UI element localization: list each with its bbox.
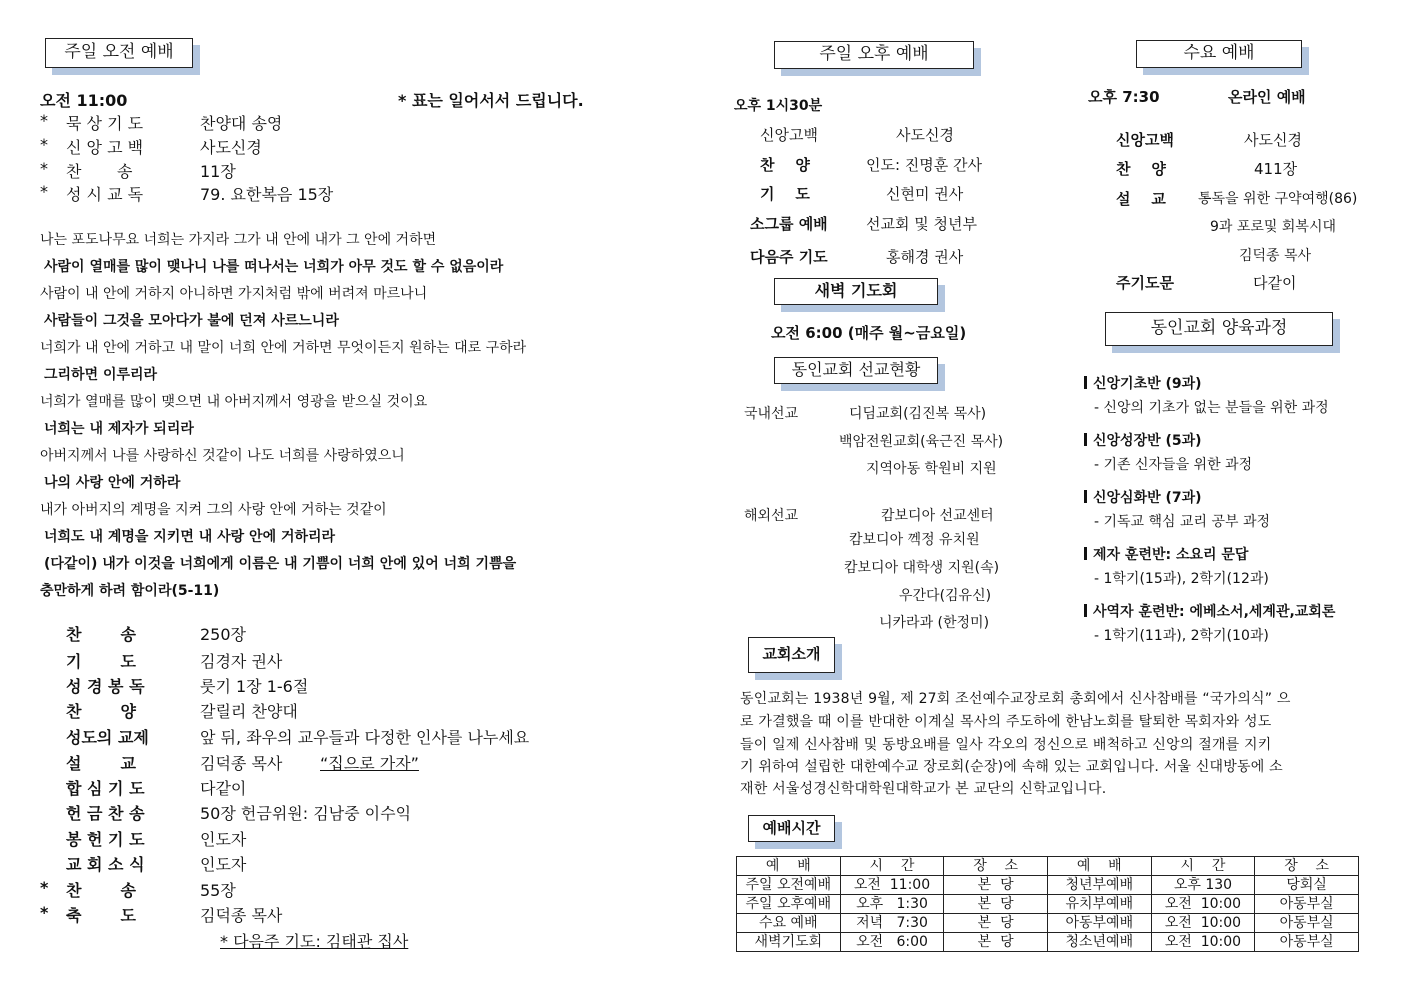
mission-item: 지역아동 학원비 지원 xyxy=(866,461,997,477)
wednesday-sermon-line2: 9과 포로및 회복시대 xyxy=(1210,219,1336,235)
morning-service-title: 주일 오전 예배 xyxy=(64,42,174,62)
reading-line: 아버지께서 나를 사랑하신 것같이 나도 너희를 사랑하였으니 xyxy=(40,448,405,464)
order-value: 다같이 xyxy=(200,779,247,798)
table-cell: 본 당 xyxy=(944,876,1048,895)
course-desc: - 기존 신자들을 위한 과정 xyxy=(1094,457,1253,473)
intro-line: 들이 일제 신사참배 및 동방요배를 일사 각오의 정신으로 배척하고 신앙의 절개를 지키 xyxy=(740,737,1272,753)
wednesday-value: 통독을 위한 구약여행(86) xyxy=(1198,191,1358,207)
dawn-prayer-title-box xyxy=(774,278,938,305)
schedule-header: 시 간 xyxy=(1151,857,1255,876)
afternoon-service-title: 주일 오후 예배 xyxy=(819,44,929,64)
reading-line: 너희가 열매를 많이 맺으면 내 아버지께서 영광을 받으실 것이요 xyxy=(40,394,428,410)
reading-line: 사람이 열매를 많이 맺나니 나를 떠나서는 너희가 아무 것도 할 수 없음이라 xyxy=(44,259,504,275)
reading-line: 나는 포도나무요 너희는 가지라 그가 내 안에 내가 그 안에 거하면 xyxy=(40,232,437,248)
order-star: * xyxy=(40,135,48,154)
table-cell: 아동부실 xyxy=(1255,914,1359,933)
order-label: 찬 양 xyxy=(66,702,136,721)
order-label: 축 도 xyxy=(66,906,136,925)
table-cell: 수요 예배 xyxy=(737,914,841,933)
order-value: 11장 xyxy=(200,162,236,181)
schedule-header: 예 배 xyxy=(1047,857,1151,876)
table-cell: 주일 오후예배 xyxy=(737,895,841,914)
bullet-bar-icon xyxy=(1084,490,1087,503)
order-value: 인도자 xyxy=(200,855,247,874)
order-label: 찬 송 xyxy=(66,625,136,644)
intro-line: 로 가결했을 때 이를 반대한 이계실 목사의 주도하에 한남노회를 탈퇴한 목회자와 성도 xyxy=(740,714,1272,730)
wednesday-service-title-box xyxy=(1136,40,1302,68)
schedule-title-box xyxy=(748,815,835,842)
reading-line: 너희가 내 안에 거하고 내 말이 너희 안에 거하면 무엇이든지 원하는 대로 구하라 xyxy=(40,340,527,356)
bullet-bar-icon xyxy=(1084,547,1087,560)
mission-item: 니카라과 (한정미) xyxy=(879,615,990,631)
order-value: 79. 요한복음 15장 xyxy=(200,185,334,204)
course-desc: - 1학기(15과), 2학기(12과) xyxy=(1094,571,1269,587)
order-value: 250장 xyxy=(200,625,246,644)
order-label: 묵 상 기 도 xyxy=(66,114,144,133)
wednesday-preacher: 김덕종 목사 xyxy=(1239,248,1312,264)
church-intro-title: 교회소개 xyxy=(762,645,821,663)
order-star: * xyxy=(40,159,48,178)
afternoon-time: 오후 1시30분 xyxy=(734,98,823,114)
schedule-header: 장 소 xyxy=(1255,857,1359,876)
afternoon-value: 신현미 권사 xyxy=(886,185,964,203)
afternoon-label: 소그룹 예배 xyxy=(750,215,828,233)
schedule-header: 시 간 xyxy=(840,857,944,876)
intro-line: 재한 서울성경신학대학원대학교가 본 교단의 신학교입니다. xyxy=(740,781,1107,797)
course-name: 사역자 훈련반: 에베소서,세계관,교회론 xyxy=(1084,601,1335,621)
order-label: 성도의 교제 xyxy=(66,728,149,747)
afternoon-label: 다음주 기도 xyxy=(750,248,828,266)
schedule-header-row xyxy=(737,857,1359,876)
lords-prayer-label: 주기도문 xyxy=(1116,274,1174,292)
table-row xyxy=(737,914,1359,933)
table-cell: 저녁 7:30 xyxy=(840,914,944,933)
table-cell: 오전 10:00 xyxy=(1151,933,1255,952)
course-desc: - 1학기(11과), 2학기(10과) xyxy=(1094,628,1269,644)
order-label: 봉 헌 기 도 xyxy=(66,830,145,849)
order-label: 성 경 봉 독 xyxy=(66,677,145,696)
intro-line: 기 위하여 설립한 대한예수교 장로회(순장)에 속해 있는 교회입니다. 서울 신대방동에 소 xyxy=(740,759,1283,775)
wednesday-time: 오후 7:30 xyxy=(1088,88,1160,106)
course-desc: - 신앙의 기초가 없는 분들을 위한 과정 xyxy=(1094,400,1329,416)
table-cell: 오전 10:00 xyxy=(1151,914,1255,933)
afternoon-value: 홍해경 권사 xyxy=(886,248,964,266)
morning-service-title-box xyxy=(45,38,193,68)
bullet-bar-icon xyxy=(1084,433,1087,446)
order-star: * xyxy=(40,111,48,130)
order-label: 성 시 교 독 xyxy=(66,185,144,204)
order-value: 김덕종 목사 xyxy=(200,754,283,773)
order-label: 찬 송 xyxy=(66,881,136,900)
table-cell: 본 당 xyxy=(944,895,1048,914)
afternoon-value: 인도: 진명훈 간사 xyxy=(866,156,983,174)
afternoon-service-title-box xyxy=(774,41,974,69)
education-title-box xyxy=(1105,312,1333,346)
order-label: 헌 금 찬 송 xyxy=(66,804,145,823)
wednesday-service-title: 수요 예배 xyxy=(1183,43,1255,63)
mission-item: 우간다(김유신) xyxy=(899,588,992,604)
order-label: 신 앙 고 백 xyxy=(66,138,144,157)
table-cell: 오전 6:00 xyxy=(840,933,944,952)
table-row xyxy=(737,895,1359,914)
mission-title-box xyxy=(774,357,938,384)
order-value: 인도자 xyxy=(200,830,247,849)
schedule-title: 예배시간 xyxy=(762,819,821,837)
table-cell: 당회실 xyxy=(1255,876,1359,895)
wednesday-online: 온라인 예배 xyxy=(1228,88,1306,106)
wednesday-value: 사도신경 xyxy=(1244,131,1302,149)
order-value: 김경자 권사 xyxy=(200,652,283,671)
order-label: 설 교 xyxy=(66,754,136,773)
course-name: 신앙성장반 (5과) xyxy=(1084,430,1202,450)
table-cell: 아동부예배 xyxy=(1047,914,1151,933)
table-cell: 유치부예배 xyxy=(1047,895,1151,914)
sermon-title: “집으로 가자” xyxy=(320,754,419,773)
lords-prayer-value: 다같이 xyxy=(1253,274,1297,292)
table-cell: 본 당 xyxy=(944,914,1048,933)
table-row xyxy=(737,876,1359,895)
afternoon-value: 선교회 및 청년부 xyxy=(866,215,977,233)
wednesday-label: 신앙고백 xyxy=(1116,131,1174,149)
mission-item: 캄보디아 선교센터 xyxy=(881,508,994,524)
mission-item: 디딤교회(김진복 목사) xyxy=(849,406,987,422)
reading-line: 충만하게 하려 함이라(5-11) xyxy=(40,583,220,599)
table-cell: 아동부실 xyxy=(1255,933,1359,952)
mission-item: 캄보디아 껙정 유치원 xyxy=(849,532,980,548)
bullet-bar-icon xyxy=(1084,604,1087,617)
order-star: * xyxy=(40,878,49,897)
table-row xyxy=(737,933,1359,952)
order-star: * xyxy=(40,182,48,201)
morning-time: 오전 11:00 xyxy=(40,91,128,110)
reading-line: 너희는 내 제자가 되리라 xyxy=(44,421,194,437)
wednesday-value: 411장 xyxy=(1254,160,1298,178)
order-star: * xyxy=(40,903,49,922)
order-value: 55장 xyxy=(200,881,236,900)
wednesday-label: 설 교 xyxy=(1116,190,1166,208)
table-cell: 오후 130 xyxy=(1151,876,1255,895)
table-cell: 아동부실 xyxy=(1255,895,1359,914)
course-desc: - 기독교 핵심 교리 공부 과정 xyxy=(1094,514,1271,530)
dawn-prayer-time: 오전 6:00 (매주 월~금요일) xyxy=(771,324,967,342)
order-value: 김덕종 목사 xyxy=(200,906,283,925)
course-name: 제자 훈련반: 소요리 문답 xyxy=(1084,544,1248,564)
order-label: 합 심 기 도 xyxy=(66,779,145,798)
stand-note: * 표는 일어서서 드립니다. xyxy=(398,91,584,110)
order-value: 사도신경 xyxy=(200,138,262,157)
table-cell: 본 당 xyxy=(944,933,1048,952)
intro-line: 동인교회는 1938년 9월, 제 27회 조선예수교장로회 총회에서 신사참배를 “국가의식” 으 xyxy=(740,691,1291,707)
schedule-table xyxy=(736,856,1359,952)
next-week-prayer: * 다음주 기도: 김태관 집사 xyxy=(220,932,409,951)
table-cell: 청년부예배 xyxy=(1047,876,1151,895)
bullet-bar-icon xyxy=(1084,376,1087,389)
church-intro-title-box xyxy=(748,637,835,673)
order-label: 기 도 xyxy=(66,652,136,671)
domestic-mission-label: 국내선교 xyxy=(744,406,799,422)
education-title: 동인교회 양육과정 xyxy=(1150,318,1288,338)
mission-item: 백암전원교회(육근진 목사) xyxy=(839,434,1004,450)
reading-line: 사람이 내 안에 거하지 아니하면 가지처럼 밖에 버려져 마르나니 xyxy=(40,286,428,302)
table-cell: 청소년예배 xyxy=(1047,933,1151,952)
afternoon-label: 기 도 xyxy=(760,185,810,203)
table-cell: 오전 11:00 xyxy=(840,876,944,895)
table-cell: 오전 10:00 xyxy=(1151,895,1255,914)
table-cell: 새벽기도회 xyxy=(737,933,841,952)
order-value: 찬양대 송영 xyxy=(200,114,283,133)
overseas-mission-label: 해외선교 xyxy=(744,508,799,524)
reading-line: (다같이) 내가 이것을 너희에게 이름은 내 기쁨이 너희 안에 있어 너희 기쁨을 xyxy=(44,556,517,572)
schedule-header: 예 배 xyxy=(737,857,841,876)
wednesday-label: 찬 양 xyxy=(1116,160,1166,178)
dawn-prayer-title: 새벽 기도회 xyxy=(814,281,898,300)
mission-item: 캄보디아 대학생 지원(속) xyxy=(844,560,1000,576)
order-label: 찬 송 xyxy=(66,162,133,181)
reading-line: 사람들이 그것을 모아다가 불에 던져 사르느니라 xyxy=(44,313,339,329)
reading-line: 나의 사랑 안에 거하라 xyxy=(44,475,181,491)
course-name: 신앙기초반 (9과) xyxy=(1084,373,1202,393)
course-name: 신앙심화반 (7과) xyxy=(1084,487,1202,507)
table-cell: 주일 오전예배 xyxy=(737,876,841,895)
order-value: 50장 헌금위원: 김남중 이수익 xyxy=(200,804,412,823)
schedule-header: 장 소 xyxy=(944,857,1048,876)
reading-line: 그리하면 이루리라 xyxy=(44,367,158,383)
order-value: 갈릴리 찬양대 xyxy=(200,702,298,721)
order-value: 룻기 1장 1-6절 xyxy=(200,677,309,696)
order-label: 교 회 소 식 xyxy=(66,855,145,874)
afternoon-label: 찬 양 xyxy=(760,156,810,174)
afternoon-label: 신앙고백 xyxy=(760,126,818,144)
reading-line: 너희도 내 계명을 지키면 내 사랑 안에 거하리라 xyxy=(44,529,336,545)
afternoon-value: 사도신경 xyxy=(896,126,954,144)
order-value: 앞 뒤, 좌우의 교우들과 다정한 인사를 나누세요 xyxy=(200,728,530,747)
table-cell: 오후 1:30 xyxy=(840,895,944,914)
reading-line: 내가 아버지의 계명을 지켜 그의 사랑 안에 거하는 것같이 xyxy=(40,502,387,518)
mission-title: 동인교회 선교현황 xyxy=(791,360,921,379)
